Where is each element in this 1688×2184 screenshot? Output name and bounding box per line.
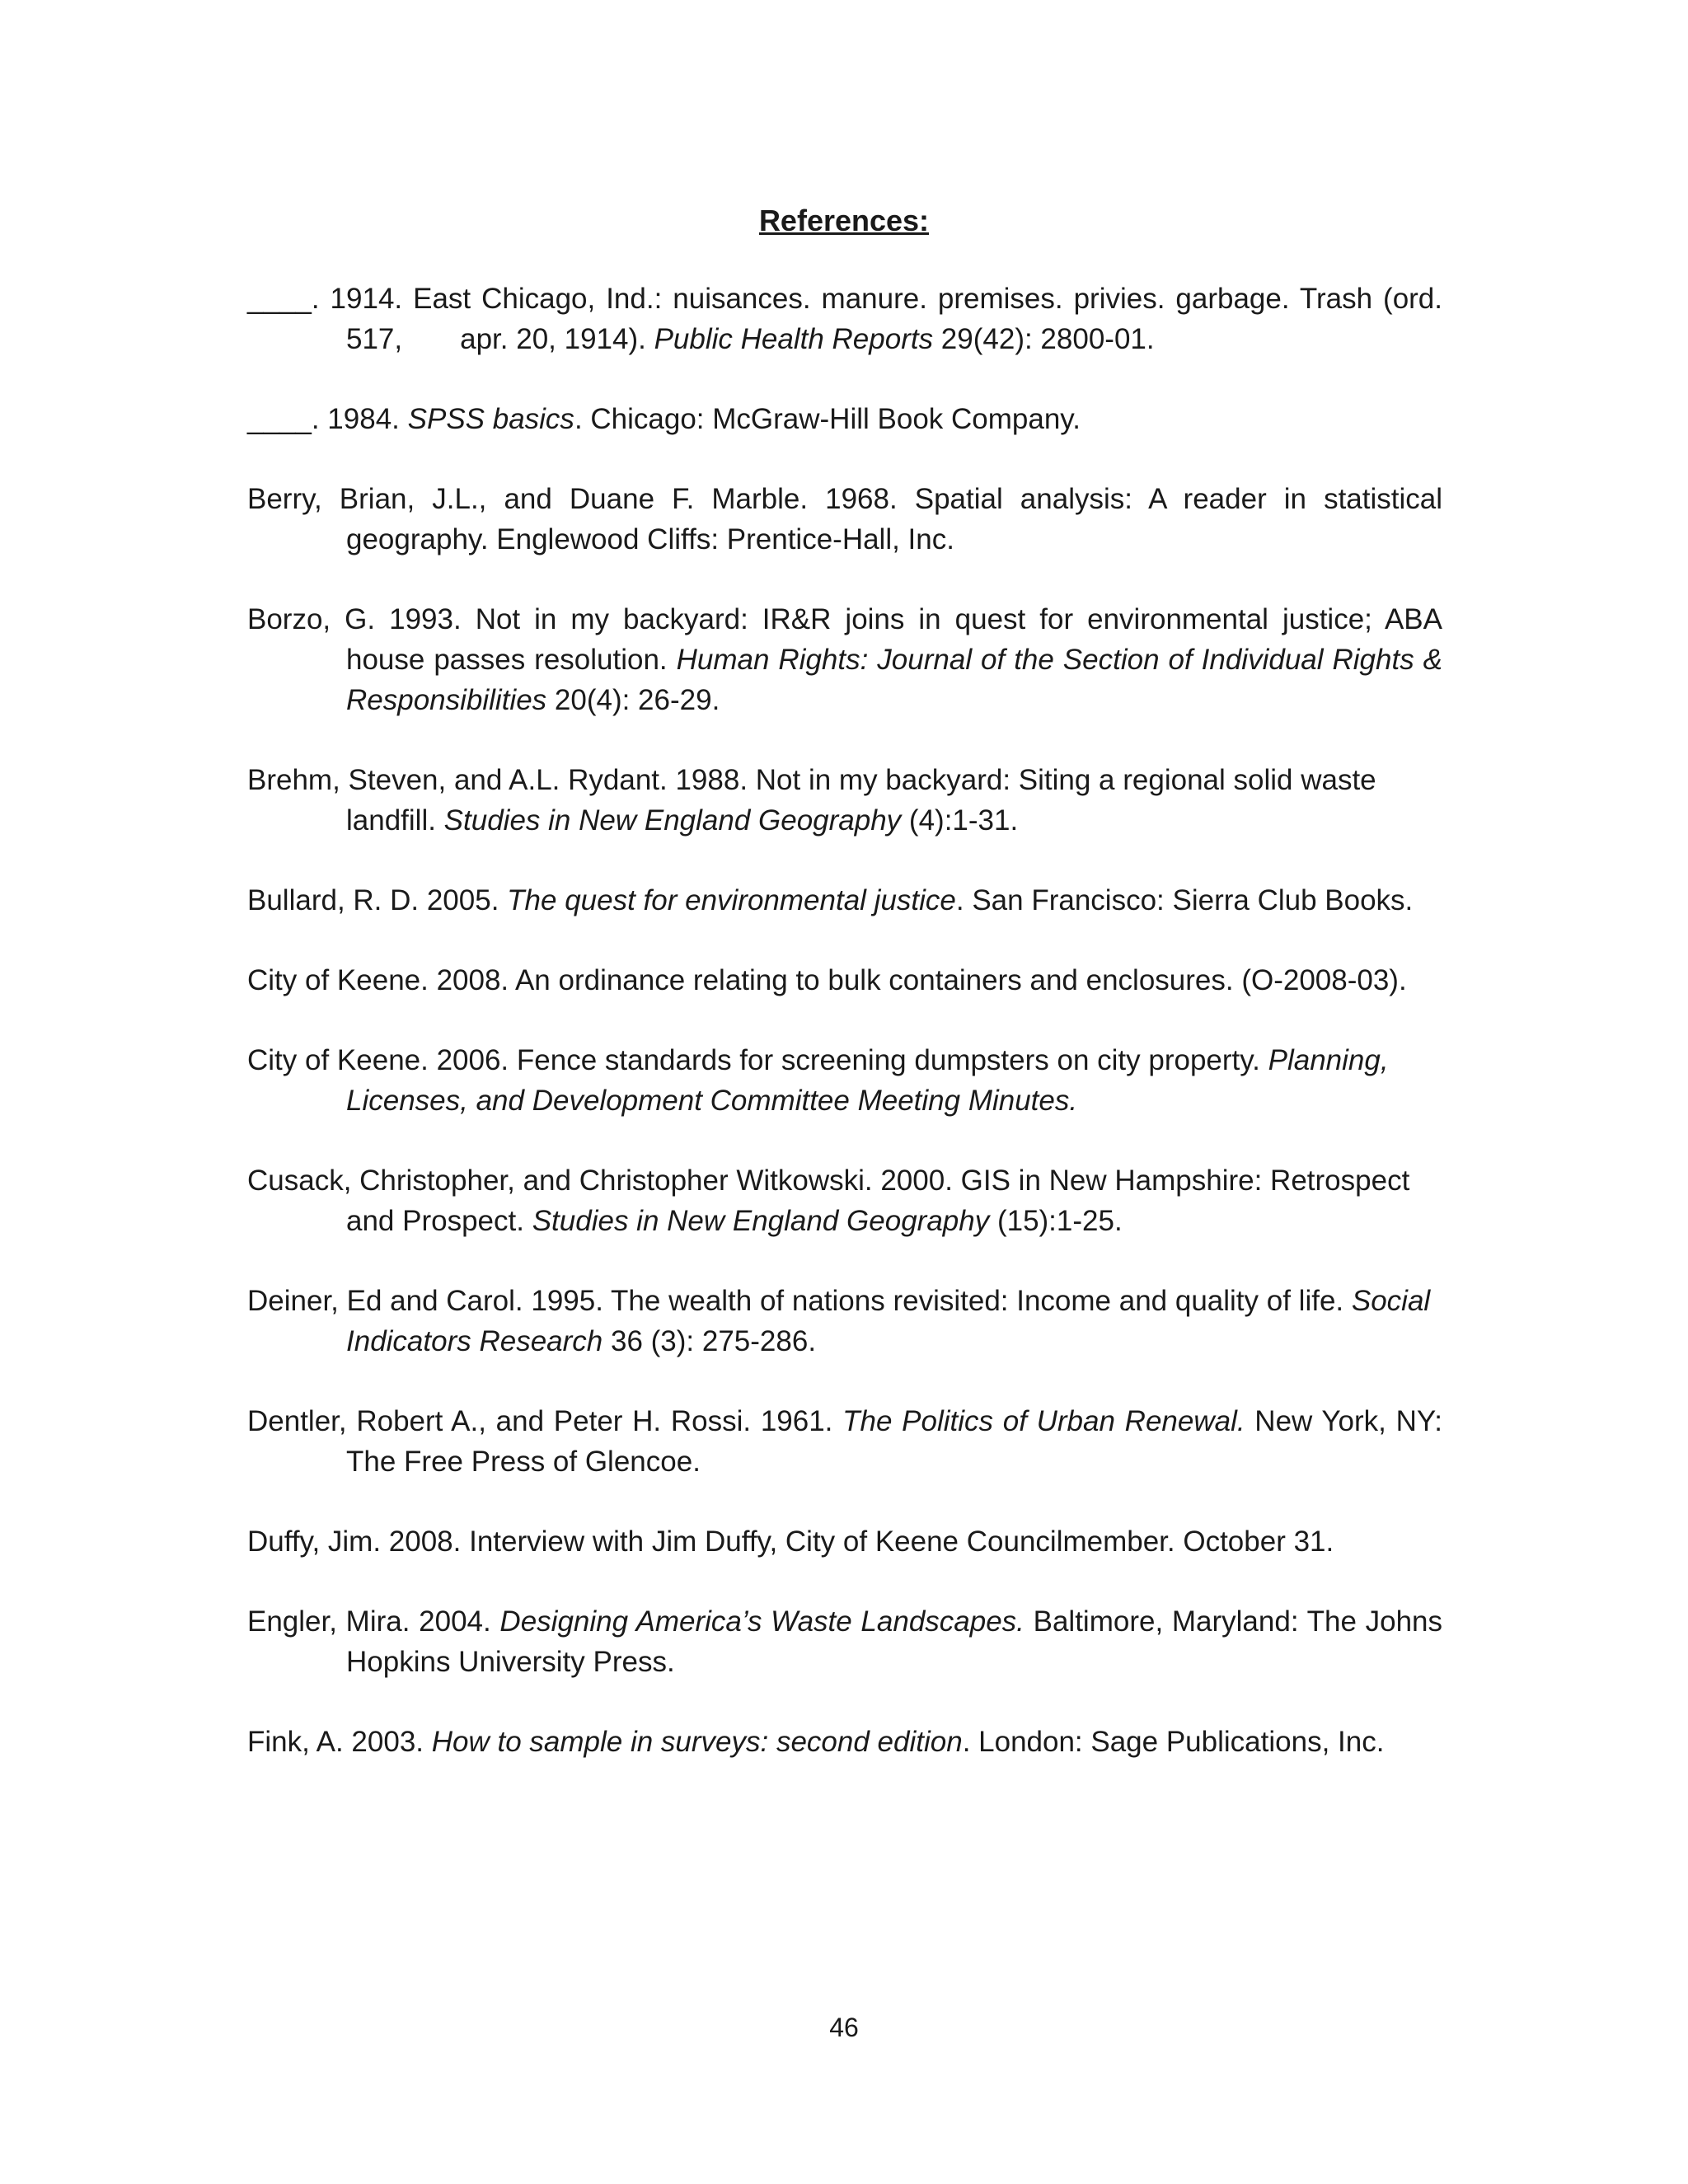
reference-entry: Fink, A. 2003. How to sample in surveys: second edition. London: Sage Publications, Inc. (247, 1726, 1385, 1758)
reference-entry: Engler, Mira. 2004. Designing America’s Waste Landscapes. Baltimore, Maryland: The Johns Hopkins University Press. (247, 1605, 1443, 1678)
reference-entry: ____. 1984. SPSS basics. Chicago: McGraw-Hill Book Company. (247, 403, 1081, 435)
reference-entry: Dentler, Robert A., and Peter H. Rossi. 1961. The Politics of Urban Renewal. New York, NY: The Free Press of Glencoe. (247, 1405, 1442, 1478)
page-number: 46 (829, 2013, 859, 2042)
reference-entry: Bullard, R. D. 2005. The quest for environmental justice. San Francisco: Sierra Club Books. (247, 884, 1414, 916)
reference-entry: City of Keene. 2008. An ordinance relating to bulk containers and enclosures. (O-2008-03). (247, 964, 1407, 996)
reference-entry: Brehm, Steven, and A.L. Rydant. 1988. Not in my backyard: Siting a regional solid waste landfill. Studies in New England Geography (4):1-31. (247, 764, 1376, 837)
reference-entry: Cusack, Christopher, and Christopher Witkowski. 2000. GIS in New Hampshire: Retrospect and Prospect. Studies in New England Geography (15):1-25. (247, 1165, 1410, 1237)
reference-entry: City of Keene. 2006. Fence standards for screening dumpsters on city property. Planning, Licenses, and Development Committee Meeting Minutes. (247, 1044, 1389, 1117)
reference-entry: Duffy, Jim. 2008. Interview with Jim Duffy, City of Keene Councilmember. October 31. (247, 1526, 1334, 1558)
reference-entry: Deiner, Ed and Carol. 1995. The wealth of nations revisited: Income and quality of life. Social Indicators Research 36 (3): 275-286. (247, 1285, 1431, 1357)
reference-entry: Berry, Brian, J.L., and Duane F. Marble. 1968. Spatial analysis: A reader in statistical geography. Englewood Cliffs: Prentice-Hall, Inc. (247, 483, 1442, 555)
references-heading: References: (758, 204, 930, 237)
reference-entry: ____. 1914. East Chicago, Ind.: nuisances. manure. premises. privies. garbage. Trash (ord. 517, apr. 20, 1914). Public Health Reports 29(42): 2800-01. (247, 283, 1442, 355)
reference-entry: Borzo, G. 1993. Not in my backyard: IR&R joins in quest for environmental justice; ABA house passes resolution. Human Rights: Journal of the Section of Individual Rights & Responsibilities 20(4): 26-29. (247, 603, 1442, 716)
reference-list (247, 279, 1442, 1802)
